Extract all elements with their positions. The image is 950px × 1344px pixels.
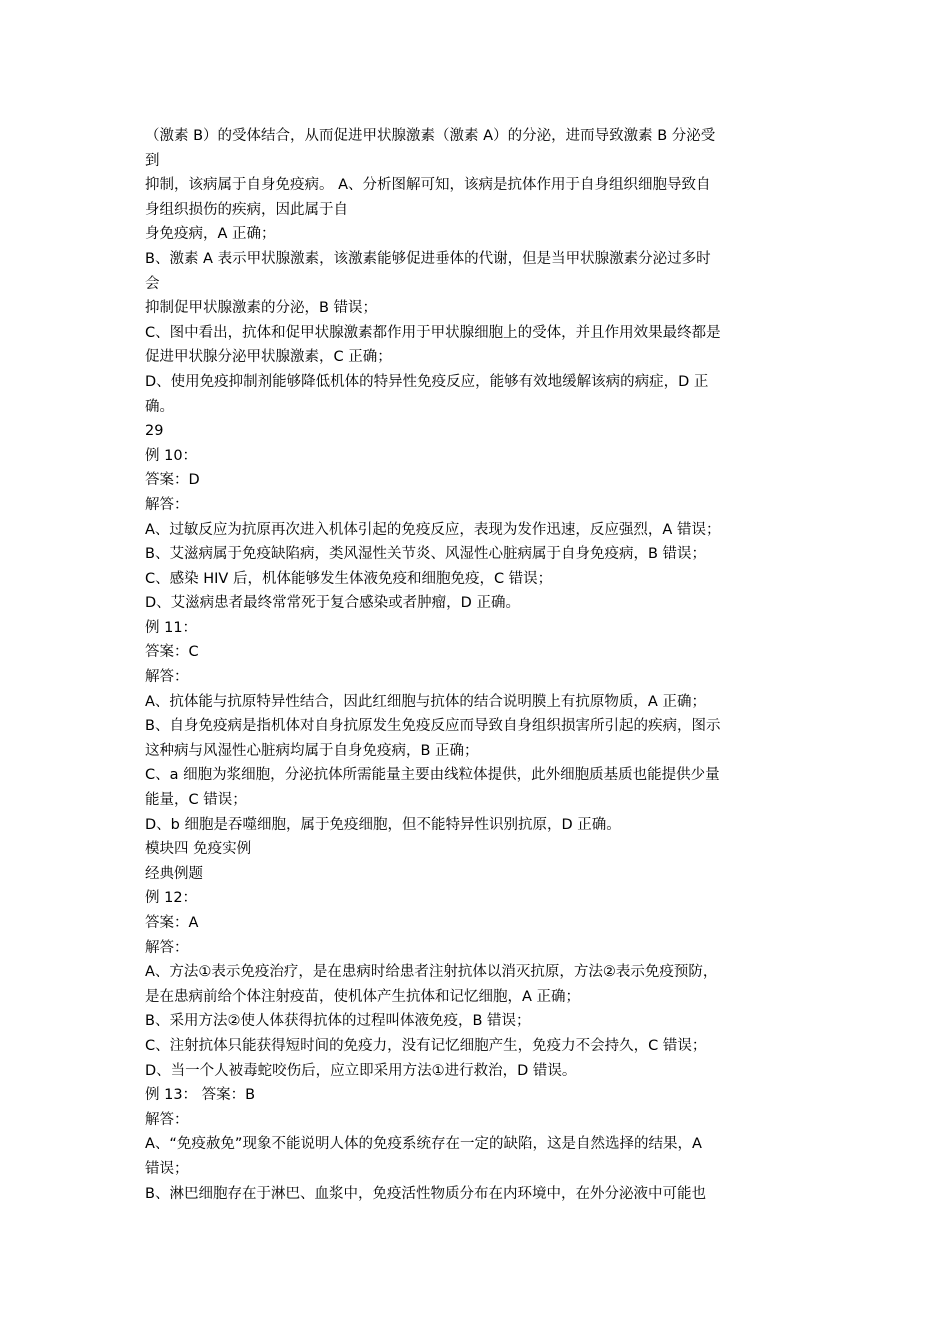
text-line: 到	[145, 152, 160, 169]
text-line: 例 13： 答案：B	[145, 1087, 256, 1104]
text-line: 是在患病前给个体注射疫苗，使机体产生抗体和记忆细胞，A 正确；	[145, 988, 581, 1005]
text-line: D、使用免疫抑制剂能够降低机体的特异性免疫反应，能够有效地缓解该病的病症，D 正	[145, 373, 709, 390]
text-line: 抑制，该病属于自身免疫病。 A、分析图解可知，该病是抗体作用于自身组织细胞导致自	[145, 177, 711, 194]
text-line: C、感染 HIV 后，机体能够发生体液免疫和细胞免疫，C 错误；	[145, 570, 553, 587]
text-line: 29	[145, 423, 164, 440]
text-line: 确。	[145, 398, 174, 415]
text-line: C、图中看出，抗体和促甲状腺激素都作用于甲状腺细胞上的受体，并且作用效果最终都是	[145, 324, 721, 341]
text-line: 促进甲状腺分泌甲状腺激素，C 正确；	[145, 349, 392, 366]
text-line: 解答：	[145, 496, 189, 513]
text-line: B、激素 A 表示甲状腺激素，该激素能够促进垂体的代谢，但是当甲状腺激素分泌过多时	[145, 250, 711, 267]
text-line: A、抗体能与抗原特异性结合，因此红细胞与抗体的结合说明膜上有抗原物质，A 正确；	[145, 693, 706, 710]
text-line: 身免疫病，A 正确；	[145, 226, 276, 243]
text-line: 会	[145, 275, 160, 292]
text-line: 例 11：	[145, 619, 198, 636]
text-line: 解答：	[145, 939, 189, 956]
text-line: 解答：	[145, 669, 189, 686]
text-line: 解答：	[145, 1111, 189, 1128]
document-body	[145, 124, 810, 1206]
text-line: 答案：D	[145, 472, 200, 489]
text-line: （激素 B）的受体结合，从而促进甲状腺激素（激素 A）的分泌，进而导致激素 B 分泌受	[145, 128, 716, 144]
text-line: D、b 细胞是吞噬细胞，属于免疫细胞，但不能特异性识别抗原，D 正确。	[145, 816, 621, 833]
text-line: C、a 细胞为浆细胞，分泌抗体所需能量主要由线粒体提供，此外细胞质基质也能提供少量	[145, 767, 720, 784]
text-line: A、方法①表示免疫治疗，是在患病时给患者注射抗体以消灭抗原，方法②表示免疫预防，	[145, 964, 718, 981]
text-line: 经典例题	[145, 865, 203, 882]
text-line: 例 10：	[145, 447, 198, 464]
text-line: C、注射抗体只能获得短时间的免疫力，没有记忆细胞产生，免疫力不会持久，C 错误；	[145, 1037, 707, 1054]
text-line: 抑制促甲状腺激素的分泌，B 错误；	[145, 300, 378, 317]
text-line: 答案：A	[145, 915, 199, 931]
text-line: B、自身免疫病是指机体对自身抗原发生免疫反应而导致自身组织损害所引起的疾病，图示	[145, 718, 721, 735]
text-line: A、过敏反应为抗原再次进入机体引起的免疫反应，表现为发作迅速，反应强烈，A 错误；	[145, 521, 721, 538]
text-line: B、采用方法②使人体获得抗体的过程叫体液免疫，B 错误；	[145, 1013, 531, 1030]
text-line: A、“免疫赦免”现象不能说明人体的免疫系统存在一定的缺陷，这是自然选择的结果，A	[145, 1136, 702, 1153]
text-line: 错误；	[145, 1160, 189, 1177]
text-line: 这种病与风湿性心脏病均属于自身免疫病，B 正确；	[145, 742, 479, 759]
text-line: 答案：C	[145, 644, 199, 661]
text-line: B、淋巴细胞存在于淋巴、血浆中，免疫活性物质分布在内环境中，在外分泌液中可能也	[145, 1185, 706, 1202]
text-line: 身组织损伤的疾病，因此属于自	[145, 201, 348, 218]
text-line: 例 12：	[145, 890, 198, 907]
text-line: 能量，C 错误；	[145, 792, 247, 809]
text-line: D、当一个人被毒蛇咬伤后，应立即采用方法①进行救治，D 错误。	[145, 1062, 577, 1079]
text-line: D、艾滋病患者最终常常死于复合感染或者肿瘤，D 正确。	[145, 595, 520, 612]
text-line: B、艾滋病属于免疫缺陷病，类风湿性关节炎、风湿性心脏病属于自身免疫病，B 错误；	[145, 546, 707, 563]
text-line: 模块四 免疫实例	[145, 841, 252, 858]
